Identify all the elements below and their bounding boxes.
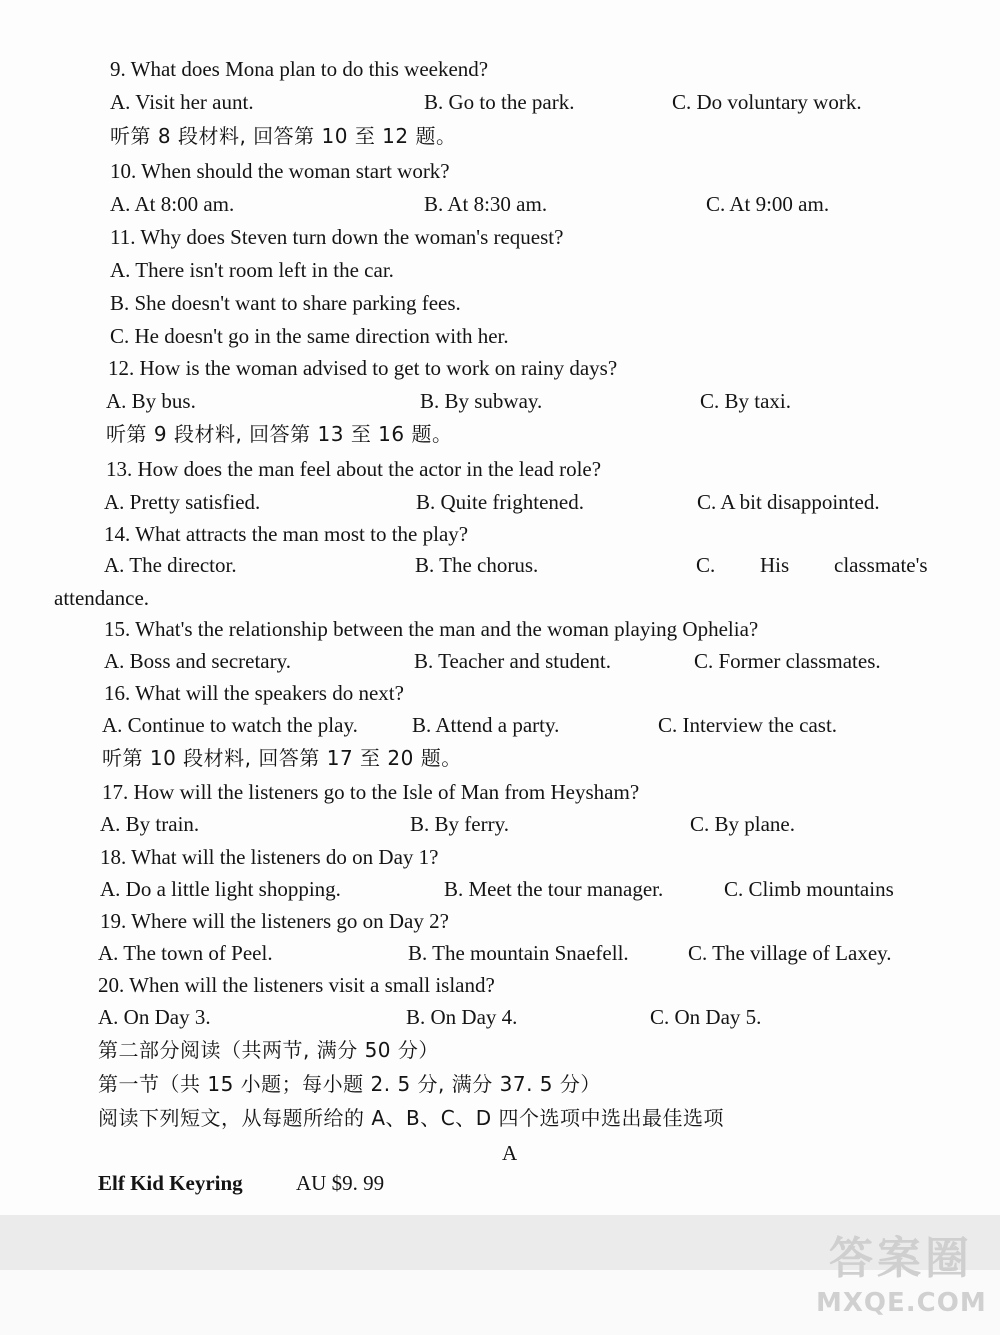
product-price: AU $9. 99 — [296, 1171, 385, 1195]
q16-option-b: B. Attend a party. — [412, 713, 560, 737]
q14-option-c-word-2: classmate's — [834, 553, 928, 577]
q19-option-c: C. The village of Laxey. — [688, 941, 892, 965]
question-19: 19. Where will the listeners go on Day 2? — [100, 909, 449, 933]
passage-label-a: A — [502, 1141, 518, 1165]
q17-option-a: A. By train. — [100, 812, 200, 836]
section-heading-10: 听第 10 段材料, 回答第 17 至 20 题。 — [102, 746, 462, 770]
q12-option-b: B. By subway. — [420, 389, 543, 413]
q18-option-b: B. Meet the tour manager. — [444, 877, 664, 901]
q20-option-c: C. On Day 5. — [650, 1005, 762, 1029]
q14-option-a: A. The director. — [104, 553, 237, 577]
watermark-logo — [816, 1222, 986, 1328]
q9-option-a: A. Visit her aunt. — [110, 90, 254, 114]
question-13: 13. How does the man feel about the actor in the lead role? — [106, 457, 602, 481]
q10-option-a: A. At 8:00 am. — [110, 192, 235, 216]
q13-option-c: C. A bit disappointed. — [697, 490, 880, 514]
q20-option-b: B. On Day 4. — [406, 1005, 518, 1029]
question-14: 14. What attracts the man most to the play? — [104, 522, 469, 546]
question-9: 9. What does Mona plan to do this weekend? — [110, 57, 489, 81]
question-20: 20. When will the listeners visit a small island? — [98, 973, 495, 997]
q15-option-b: B. Teacher and student. — [414, 649, 611, 673]
q18-option-c: C. Climb mountains — [724, 877, 894, 901]
q20-option-a: A. On Day 3. — [98, 1005, 211, 1029]
q11-option-b: B. She doesn't want to share parking fees. — [110, 291, 461, 315]
q14-option-c-letter: C. — [696, 553, 716, 577]
q19-option-a: A. The town of Peel. — [98, 941, 273, 965]
q19-option-b: B. The mountain Snaefell. — [408, 941, 629, 965]
q12-option-c: C. By taxi. — [700, 389, 792, 413]
q9-option-c: C. Do voluntary work. — [672, 90, 862, 114]
question-17: 17. How will the listeners go to the Isle of Man from Heysham? — [102, 780, 640, 804]
q10-option-b: B. At 8:30 am. — [424, 192, 548, 216]
q11-option-a: A. There isn't room left in the car. — [110, 258, 394, 282]
q13-option-a: A. Pretty satisfied. — [104, 490, 261, 514]
question-16: 16. What will the speakers do next? — [104, 681, 404, 705]
q12-option-a: A. By bus. — [106, 389, 196, 413]
q16-option-c: C. Interview the cast. — [658, 713, 838, 737]
reading-instructions: 阅读下列短文，从每题所给的 A、B、C、D 四个选项中选出最佳选项 — [98, 1106, 724, 1130]
q18-option-a: A. Do a little light shopping. — [100, 877, 341, 901]
question-12: 12. How is the woman advised to get to work on rainy days? — [108, 356, 618, 380]
q15-option-c: C. Former classmates. — [694, 649, 881, 673]
q16-option-a: A. Continue to watch the play. — [102, 713, 358, 737]
section-one-heading: 第一节（共 15 小题；每小题 2. 5 分, 满分 37. 5 分） — [98, 1072, 601, 1096]
q11-option-c: C. He doesn't go in the same direction with her. — [110, 324, 509, 348]
section-heading-8: 听第 8 段材料, 回答第 10 至 12 题。 — [110, 124, 457, 148]
section-heading-9: 听第 9 段材料, 回答第 13 至 16 题。 — [106, 422, 453, 446]
watermark-title: 答案圈 — [829, 1233, 973, 1284]
q10-option-c: C. At 9:00 am. — [706, 192, 830, 216]
q14-option-c-word-1: His — [760, 553, 790, 577]
q13-option-b: B. Quite frightened. — [416, 490, 584, 514]
q17-option-b: B. By ferry. — [410, 812, 509, 836]
product-name: Elf Kid Keyring — [98, 1171, 243, 1195]
question-18: 18. What will the listeners do on Day 1? — [100, 845, 439, 869]
watermark-url: MXQE.COM — [816, 1288, 987, 1318]
q15-option-a: A. Boss and secretary. — [104, 649, 292, 673]
question-11: 11. Why does Steven turn down the woman's request? — [110, 225, 564, 249]
q17-option-c: C. By plane. — [690, 812, 795, 836]
part-two-heading: 第二部分阅读（共两节, 满分 50 分） — [98, 1038, 439, 1062]
question-15: 15. What's the relationship between the man and the woman playing Ophelia? — [104, 617, 759, 641]
q14-option-c-continued: attendance. — [54, 586, 150, 610]
question-10: 10. When should the woman start work? — [110, 159, 450, 183]
q9-option-b: B. Go to the park. — [424, 90, 575, 114]
q14-option-b: B. The chorus. — [415, 553, 539, 577]
